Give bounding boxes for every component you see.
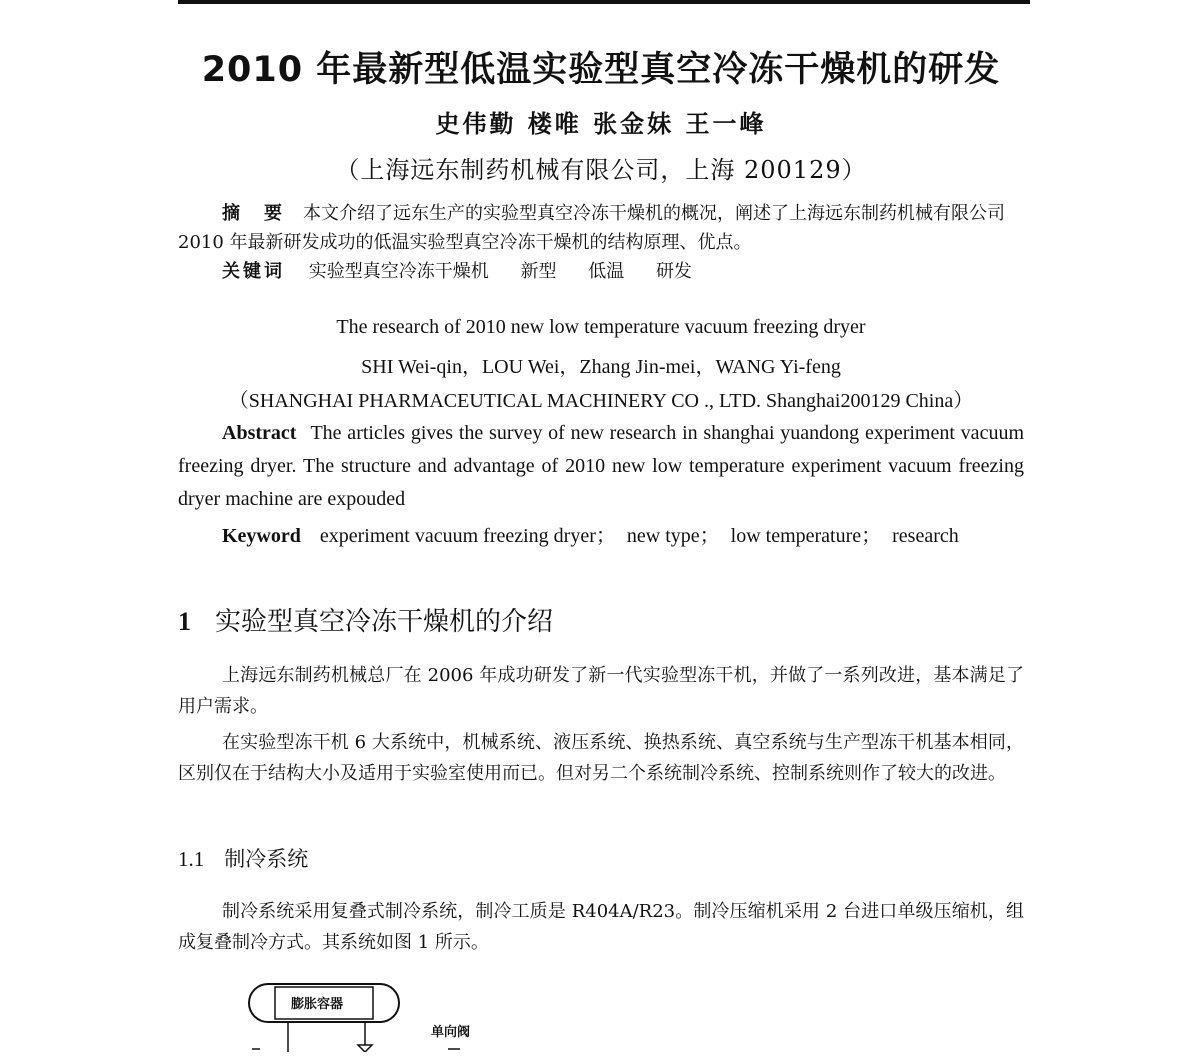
keyword-en: new type； bbox=[626, 525, 720, 547]
section-number: 1 bbox=[178, 607, 191, 636]
expansion-vessel-label: 膨胀容器 bbox=[291, 997, 344, 1012]
authors: 史伟勤 楼唯 张金妹 王一峰 bbox=[435, 109, 767, 138]
keyword-cn: 低温 bbox=[588, 261, 625, 282]
abstract-cn bbox=[178, 199, 1024, 257]
keyword-en: experiment vacuum freezing dryer； bbox=[319, 525, 616, 547]
subsection-title: 制冷系统 bbox=[224, 847, 309, 871]
abstract-cn-label: 摘 要 bbox=[222, 203, 285, 224]
english-authors: SHI Wei-qin，LOU Wei，Zhang Jin-mei，WANG Yi-feng bbox=[361, 356, 841, 378]
section-heading bbox=[178, 601, 553, 638]
abstract-cn-text: 本文介绍了远东生产的实验型真空冷冻干燥机的概况，阐述了上海远东制药机械有限公司 2010 年最新研发成功的低温实验型真空冷冻干燥机的结构原理、优点。 bbox=[178, 203, 1005, 253]
keywords-en bbox=[222, 519, 1022, 548]
top-rule bbox=[178, 0, 1030, 4]
english-title: The research of 2010 new low temperature vacuum freezing dryer bbox=[336, 316, 866, 338]
paragraph: 制冷系统采用复叠式制冷系统，制冷工质是 R404A/R23。制冷压缩机采用 2 台进口单级压缩机，组成复叠制冷方式。其系统如图 1 所示。 bbox=[178, 901, 1024, 953]
refrigeration-diagram bbox=[178, 975, 1024, 1052]
english-affiliation: （SHANGHAI PHARMACEUTICAL MACHINERY CO ., LTD. Shanghai200129 China） bbox=[228, 390, 974, 412]
keyword-en: low temperature； bbox=[730, 525, 882, 547]
keywords-cn-label: 关键词 bbox=[222, 261, 285, 282]
affiliation: （上海远东制药机械有限公司，上海 200129） bbox=[335, 156, 867, 184]
paragraph: 上海远东制药机械总厂在 2006 年成功研发了新一代实验型冻干机，并做了一系列改进，基本满足了用户需求。 bbox=[178, 665, 1024, 717]
keyword-cn: 新型 bbox=[520, 261, 557, 282]
check-valve-label: 单向阀 bbox=[431, 1025, 471, 1040]
abstract-en-text: The articles gives the survey of new research in shanghai yuandong experiment vacuum freezing dryer. The structure and advantage of 2010 new low temperature experiment vacuum freezing dryer machine are expouded bbox=[178, 422, 1024, 510]
abstract-en-label: Abstract bbox=[222, 422, 297, 444]
keyword-en: research bbox=[892, 525, 959, 547]
keyword-cn: 实验型真空冷冻干燥机 bbox=[308, 261, 489, 282]
keyword-cn: 研发 bbox=[655, 261, 692, 282]
section-title: 实验型真空冷冻干燥机的介绍 bbox=[215, 607, 554, 637]
subsection-heading bbox=[178, 843, 308, 873]
figure-1-diagram bbox=[178, 975, 1024, 1052]
valve-symbol bbox=[358, 1045, 372, 1052]
keywords-cn bbox=[222, 257, 1022, 286]
keywords-en-label: Keyword bbox=[222, 525, 301, 547]
subsection-number: 1.1 bbox=[178, 847, 205, 871]
abstract-en bbox=[178, 417, 1024, 516]
paragraph: 在实验型冻干机 6 大系统中，机械系统、液压系统、换热系统、真空系统与生产型冻干机基本相同，区别仅在于结构大小及适用于实验室使用而已。但对另二个系统制冷系统、控制系统则作了较大的改进。 bbox=[178, 732, 1024, 784]
paper-title: 2010 年最新型低温实验型真空冷冻干燥机的研发 bbox=[201, 50, 1001, 90]
